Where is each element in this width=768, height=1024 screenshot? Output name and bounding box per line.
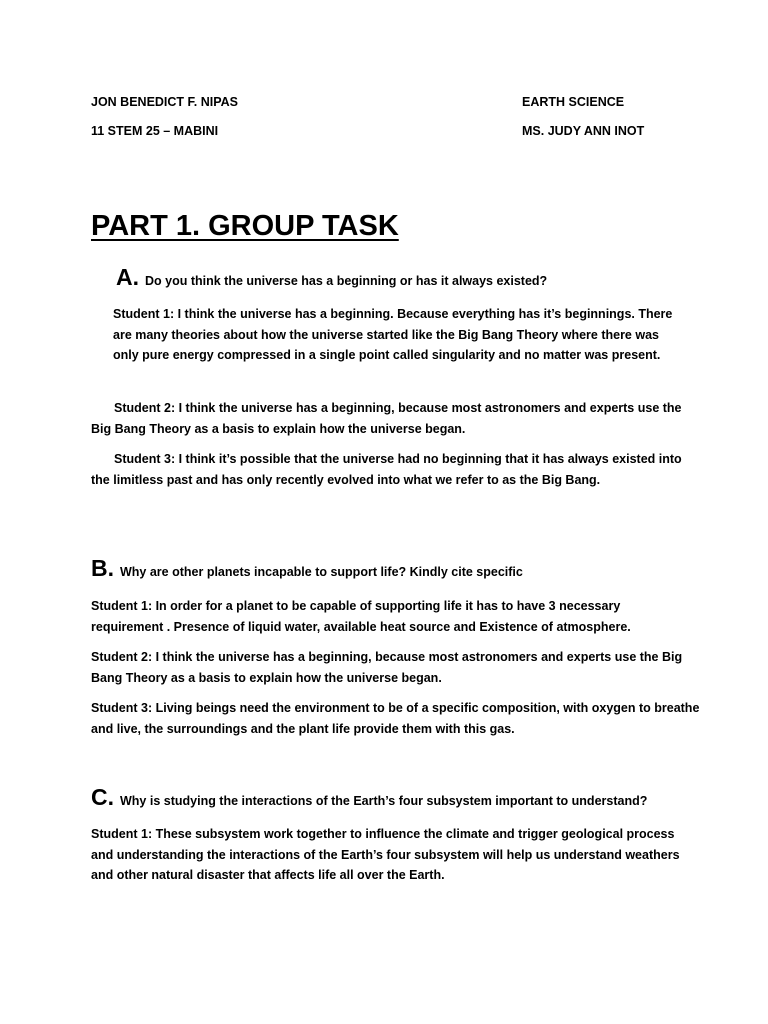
student-section: 11 STEM 25 – MABINI: [91, 124, 219, 138]
answer-a-student-3: Student 3: I think it’s possible that the universe had no beginning that it has always existed into the limitless past and has only recently evolved into what we refer to as the Big Bang.: [91, 452, 682, 487]
question-b: [91, 555, 523, 582]
subject-name: EARTH SCIENCE: [522, 95, 625, 109]
question-a-text: Do you think the universe has a beginning or has it always existed?: [145, 274, 548, 288]
answer-a-student-2: Student 2: I think the universe has a beginning, because most astronomers and experts use the Big Bang Theory as a basis to explain how the universe began.: [91, 401, 682, 436]
question-c-letter: C.: [91, 784, 114, 810]
question-b-letter: B.: [91, 555, 114, 581]
question-a-letter: A.: [116, 264, 139, 290]
answer-b-student-2: Student 2: I think the universe has a beginning, because most astronomers and experts use the Big Bang Theory as a basis to explain how the universe began.: [91, 650, 683, 685]
page-title: PART 1. GROUP TASK: [91, 210, 399, 242]
answer-c-student-1: Student 1: These subsystem work together to influence the climate and trigger geological process and understanding the interactions of the Earth’s four subsystem will help us understand weathers and other natural disaster that affects life all over the Earth.: [91, 827, 680, 882]
question-a: [116, 264, 547, 291]
answer-b-student-1: Student 1: In order for a planet to be capable of supporting life it has to have 3 necessary requirement . Presence of liquid water, available heat source and Existence of atmosphere.: [91, 599, 631, 634]
answer-a-student-1: Student 1: I think the universe has a beginning. Because everything has it’s beginnings. There are many theories about how the universe started like the Big Bang Theory where there was only pure energy compressed in a single point called singularity and no matter was present.: [113, 307, 673, 362]
question-b-text: Why are other planets incapable to support life? Kindly cite specific: [120, 565, 523, 579]
question-c: [91, 784, 647, 811]
teacher-name: MS. JUDY ANN INOT: [522, 124, 645, 138]
answer-b-student-3: Student 3: Living beings need the environment to be of a specific composition, with oxygen to breathe and live, the surroundings and the plant life provide them with this gas.: [91, 701, 700, 736]
student-name: JON BENEDICT F. NIPAS: [91, 95, 239, 109]
question-c-text: Why is studying the interactions of the Earth’s four subsystem important to understand?: [120, 794, 648, 808]
